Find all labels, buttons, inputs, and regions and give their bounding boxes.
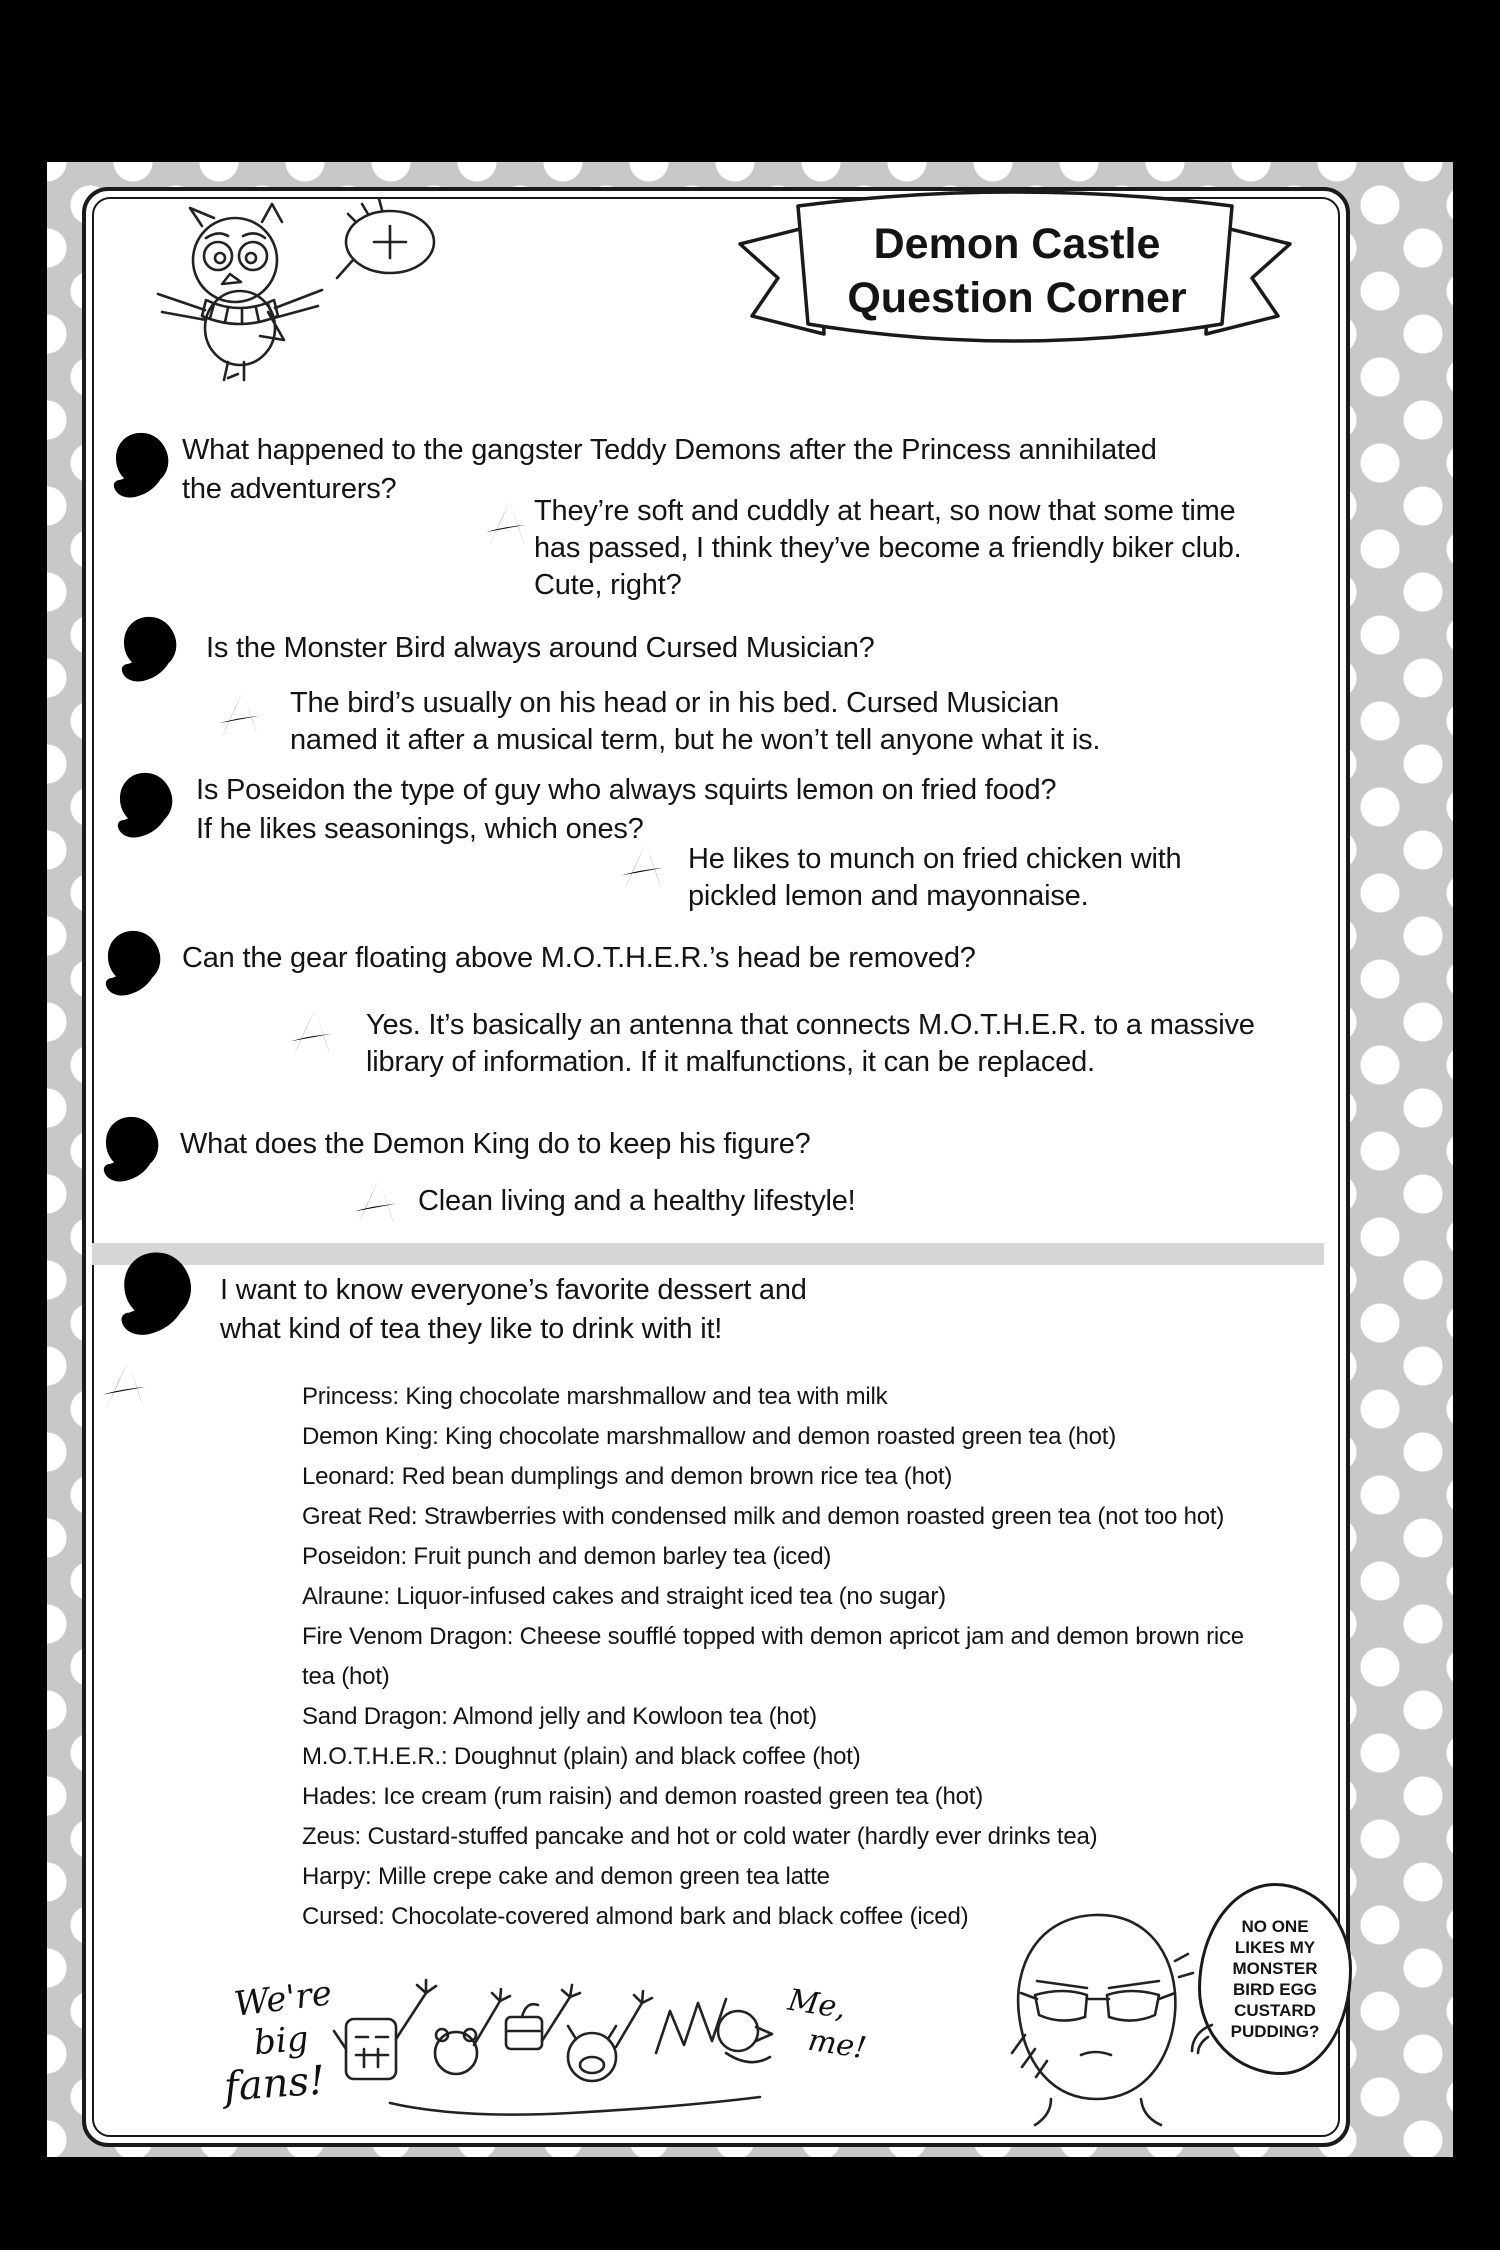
speech-bubble [1198, 1883, 1352, 2075]
favorites-item: Zeus: Custard-stuffed pancake and hot or cold water (hardly ever drinks tea) [302, 1823, 1098, 1850]
favorites-item: Sand Dragon: Almond jelly and Kowloon tea (hot) [302, 1703, 817, 1730]
a-glyph [100, 1353, 148, 1419]
fans-text-line: fans! [222, 2057, 327, 2111]
answer-line: named it after a musical term, but he won’t tell anyone what it is. [290, 724, 1101, 756]
favorites-list [302, 1377, 1244, 1937]
answer-line: pickled lemon and mayonnaise. [688, 880, 1089, 912]
question-line: Can the gear floating above M.O.T.H.E.R.’s head be removed? [182, 942, 976, 974]
question-6 [220, 1271, 807, 1349]
answer-3 [688, 841, 1181, 915]
answer-1 [534, 493, 1242, 604]
favorites-item: Fire Venom Dragon: Cheese soufflé topped with demon apricot jam and demon brown rice [302, 1623, 1244, 1650]
favorites-item: Cursed: Chocolate-covered almond bark and black coffee (iced) [302, 1903, 969, 1930]
question-line: Is the Monster Bird always around Cursed Musician? [206, 632, 875, 664]
demon-king-doodle [991, 1903, 1201, 2131]
q-glyph [98, 1111, 170, 1191]
answer-line: Cute, right? [534, 569, 682, 601]
favorites-item-wrap: tea (hot) [302, 1663, 390, 1690]
favorites-item: Alraune: Liquor-infused cakes and straight iced tea (no sugar) [302, 1583, 946, 1610]
favorites-item: Hades: Ice cream (rum raisin) and demon roasted green tea (hot) [302, 1783, 984, 1810]
banner-title-line1: Demon Castle [873, 220, 1161, 268]
answer-5 [418, 1183, 856, 1220]
answer-line: library of information. If it malfunctions, it can be replaced. [366, 1046, 1095, 1078]
question-5 [180, 1125, 811, 1164]
favorites-item: M.O.T.H.E.R.: Doughnut (plain) and black coffee (hot) [302, 1743, 861, 1770]
answer-line: He likes to munch on fried chicken with [688, 843, 1182, 875]
bubble-tail [1178, 2019, 1218, 2059]
bubble-line: BIRD EGG [1232, 1980, 1318, 1999]
qa-panel [82, 187, 1350, 2147]
bubble-line: MONSTER [1232, 1959, 1318, 1978]
monster-bird-doodle [140, 198, 450, 403]
favorites-item: Princess: King chocolate marshmallow and tea with milk [302, 1383, 888, 1410]
answer-line: They’re soft and cuddly at heart, so now that some time [534, 495, 1236, 527]
question-line: I want to know everyone’s favorite dessert and [220, 1274, 807, 1306]
favorites-item: Leonard: Red bean dumplings and demon brown rice tea (hot) [302, 1463, 953, 1490]
a-glyph [288, 1005, 334, 1061]
question-3 [196, 771, 1056, 849]
title-banner [720, 172, 1310, 410]
q-glyph [116, 611, 188, 691]
me-text-line: me! [805, 2022, 869, 2067]
fans-text-line: big [252, 2018, 311, 2064]
answer-line: Yes. It’s basically an antenna that connects M.O.T.H.E.R. to a massive [366, 1009, 1255, 1041]
q-glyph [108, 427, 180, 507]
me-text-line: Me, [785, 1982, 849, 2027]
bubble-line: PUDDING? [1230, 2022, 1320, 2041]
answer-line: The bird’s usually on his head or in his bed. Cursed Musician [290, 687, 1060, 719]
question-line: If he likes seasonings, which ones? [196, 813, 644, 845]
q-glyph [114, 1245, 206, 1347]
question-2 [206, 629, 875, 668]
favorites-item: Demon King: King chocolate marshmallow and demon roasted green tea (hot) [302, 1423, 1117, 1450]
a-glyph [484, 497, 528, 551]
a-glyph [216, 687, 262, 743]
answer-4 [366, 1007, 1255, 1081]
bubble-line: CUSTARD [1234, 2001, 1316, 2020]
answer-line: has passed, I think they’ve become a friendly biker club. [534, 532, 1242, 564]
question-line: Is Poseidon the type of guy who always squirts lemon on fried food? [196, 774, 1057, 806]
question-line: what kind of tea they like to drink with it! [220, 1313, 723, 1345]
question-line: What happened to the gangster Teddy Demons after the Princess annihilated [182, 434, 1157, 466]
cheering-crowd-doodle [330, 1957, 810, 2127]
banner-title-line2: Question Corner [847, 274, 1187, 322]
fans-text-line: We're [231, 1973, 335, 2025]
favorites-item: Great Red: Strawberries with condensed milk and demon roasted green tea (not too hot) [302, 1503, 1225, 1530]
a-glyph [350, 1175, 400, 1231]
q-glyph [100, 925, 172, 1005]
question-line: the adventurers? [182, 473, 397, 505]
q-glyph [112, 767, 184, 847]
bubble-line: LIKES MY [1234, 1938, 1316, 1957]
question-4 [182, 939, 976, 978]
answer-2 [290, 685, 1100, 759]
question-line: What does the Demon King do to keep his figure? [180, 1128, 811, 1160]
answer-line: Clean living and a healthy lifestyle! [418, 1185, 856, 1217]
bubble-line: NO ONE [1241, 1917, 1309, 1936]
highlight-stripe [92, 1243, 1324, 1265]
favorites-item: Poseidon: Fruit punch and demon barley tea (iced) [302, 1543, 832, 1570]
a-glyph [618, 839, 666, 895]
favorites-item: Harpy: Mille crepe cake and demon green tea latte [302, 1863, 830, 1890]
